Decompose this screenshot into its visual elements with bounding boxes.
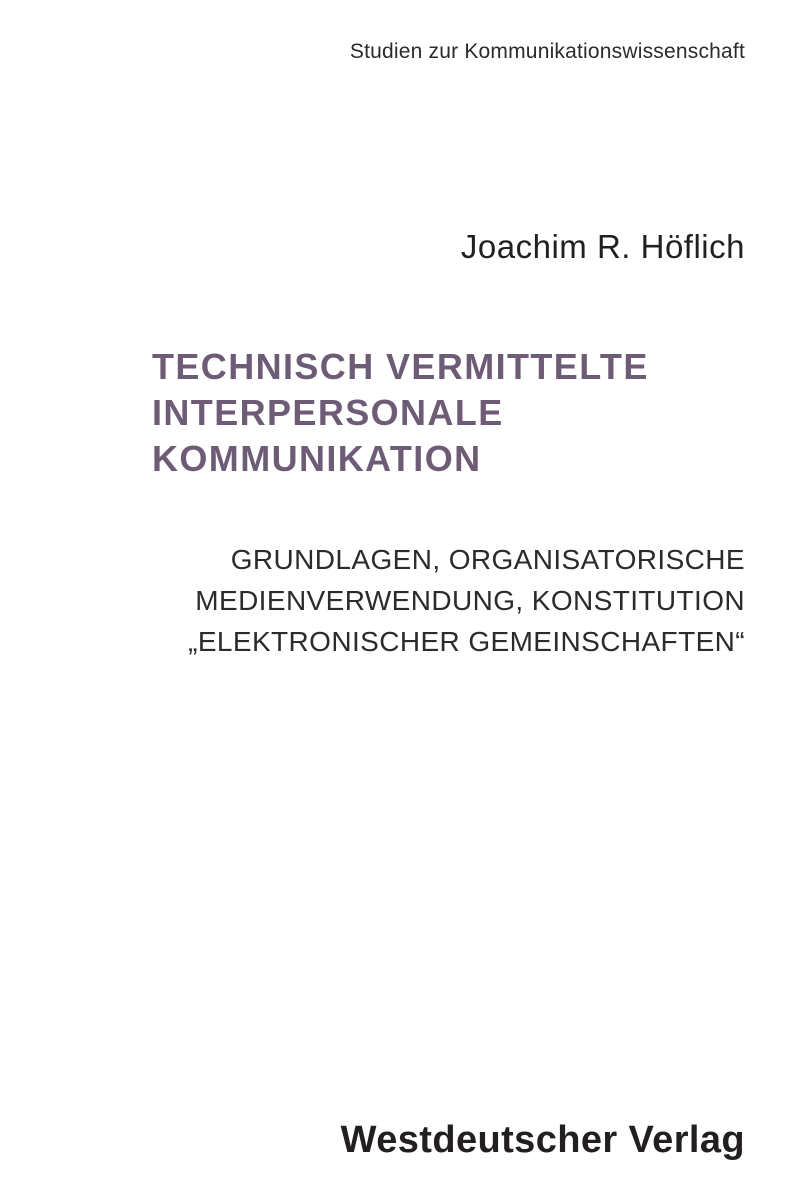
main-title	[152, 344, 745, 482]
subtitle-line-3: „ELEKTRONISCHER GEMEINSCHAFTEN“	[188, 625, 745, 657]
publisher-name: Westdeutscher Verlag	[340, 1119, 745, 1161]
subtitle-line-1: GRUNDLAGEN, ORGANISATORISCHE	[230, 544, 745, 575]
author-name: Joachim R. Höflich	[460, 228, 745, 265]
title-line-2: INTERPERSONALE	[152, 392, 504, 434]
subtitle-line-2: MEDIENVERWENDUNG, KONSTITUTION	[195, 584, 745, 616]
series-title: Studien zur Kommunikationswissenschaft	[349, 40, 745, 63]
subtitle	[110, 540, 745, 663]
title-line-1: TECHNISCH VERMITTELTE	[152, 346, 649, 387]
title-line-3: KOMMUNIKATION	[152, 438, 482, 480]
